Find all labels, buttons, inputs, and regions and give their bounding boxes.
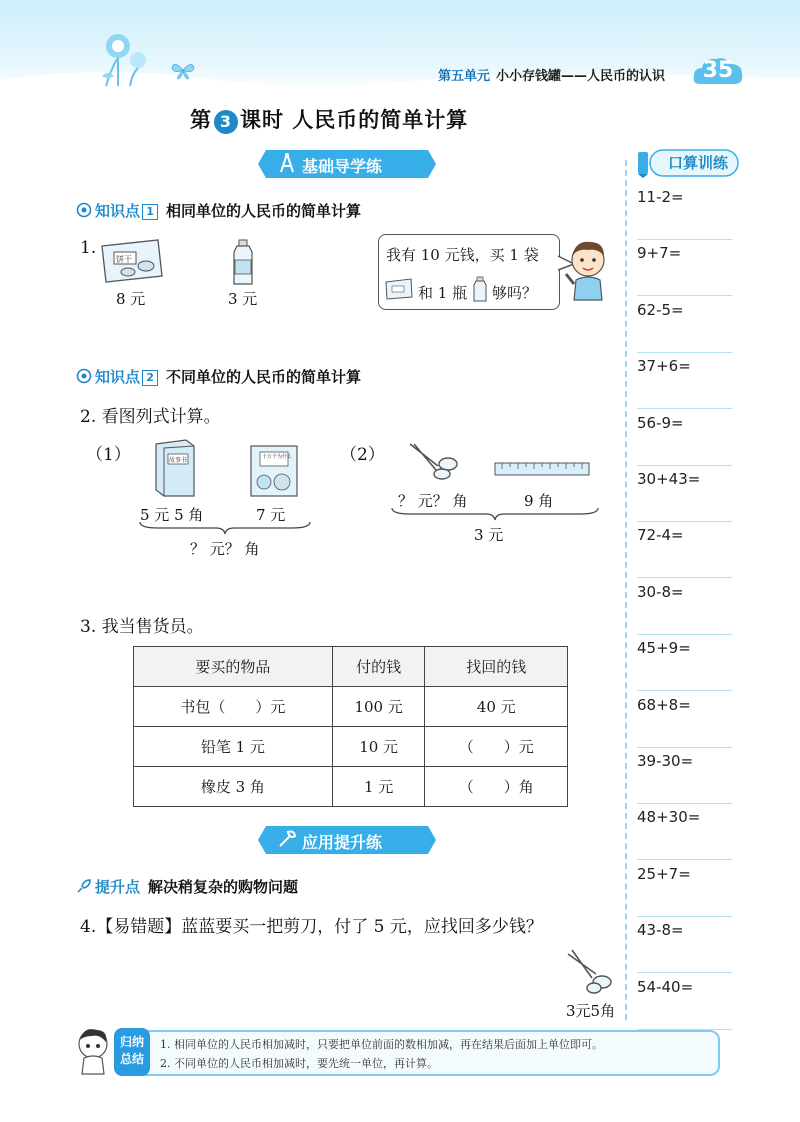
book2-title: 十万个为什么 — [262, 454, 293, 460]
mascot-icon — [72, 1026, 114, 1076]
science-book-icon — [248, 444, 300, 498]
oral-item: 30-8= — [637, 579, 732, 635]
rocket-icon — [76, 878, 92, 894]
book1-price: 5 元 5 角 — [140, 506, 204, 524]
lesson-title — [190, 104, 468, 134]
question-3-stem: 3. 我当售货员。 — [80, 617, 204, 637]
scissors-icon — [566, 948, 616, 996]
mini-biscuit-icon — [384, 278, 414, 300]
banner-text: 基础导学练 — [302, 157, 383, 176]
target-icon — [76, 368, 92, 384]
table-cell: 铅笔 1 元 — [134, 727, 333, 767]
oral-item: 45+9= — [637, 635, 732, 691]
part-2-brace — [390, 506, 600, 522]
oral-item: 68+8= — [637, 692, 732, 748]
table-row — [134, 767, 568, 807]
table-cell: 40 元 — [425, 687, 568, 727]
scissors-price: ？ 元？ 角 — [398, 492, 468, 510]
banner-text: 应用提升练 — [302, 833, 383, 852]
bubble-line-2-end: 够吗？ — [492, 284, 538, 302]
summary-tag-line-2: 总结 — [119, 1052, 144, 1066]
apply-practice-banner — [258, 826, 436, 854]
knowledge-point-2 — [76, 366, 361, 387]
oral-item: 30+43= — [637, 466, 732, 522]
table-row — [134, 687, 568, 727]
scissors-icon — [408, 442, 460, 480]
kp-number: 1 — [142, 204, 158, 220]
ruler-icon — [494, 462, 590, 476]
basic-practice-banner — [258, 150, 436, 178]
oral-item: 72-4= — [637, 522, 732, 578]
question-4-tag: 4.【易错题】 — [80, 917, 182, 937]
table-cell: 1 元 — [332, 767, 425, 807]
lesson-number-badge: 3 — [214, 110, 238, 134]
kp-text: 解决稍复杂的购物问题 — [148, 878, 299, 896]
question-2-part-2-label: （2） — [340, 445, 385, 465]
kp-tag: 提升点 — [95, 878, 141, 896]
table-cell: 书包（ ）元 — [134, 687, 333, 727]
oral-item: 56-9= — [637, 410, 732, 466]
oral-item: 43-8= — [637, 917, 732, 973]
oral-item: 48+30= — [637, 804, 732, 860]
book1-title: 故事书 — [169, 457, 188, 464]
story-book-icon — [152, 438, 198, 498]
oral-item: 11-2= — [637, 184, 732, 240]
butterfly-icon — [170, 60, 196, 80]
summary-tag-line-1: 归纳 — [119, 1035, 144, 1049]
oral-item: 9+7= — [637, 240, 732, 296]
summary-line-2: 2. 不同单位的人民币相加减时，要先统一单位，再计算。 — [160, 1057, 438, 1070]
kp-tag: 知识点 — [95, 368, 141, 386]
flower-decoration-icon — [96, 30, 156, 88]
bubble-line-2: 和 1 瓶 — [418, 284, 468, 302]
improvement-point — [76, 876, 298, 897]
q4-scissors-price: 3元5角 — [566, 1002, 616, 1020]
compass-icon — [276, 152, 298, 174]
mini-bottle-icon — [472, 276, 488, 302]
unit-title: 小小存钱罐——人民币的认识 — [496, 69, 666, 84]
wrench-icon — [276, 828, 298, 850]
table-header-row — [134, 647, 568, 687]
kp-text: 相同单位的人民币的简单计算 — [166, 202, 362, 220]
table-cell: 100 元 — [332, 687, 425, 727]
unit-label — [438, 65, 665, 84]
question-2-stem: 2. 看图列式计算。 — [80, 407, 221, 427]
part-2-total: 3 元 — [474, 526, 504, 544]
question-4 — [80, 912, 543, 937]
title-prefix: 第 — [190, 108, 212, 132]
page-number: 35 — [702, 58, 734, 83]
question-1-number: 1. — [80, 238, 97, 258]
table-row — [134, 727, 568, 767]
oral-item: 37+6= — [637, 353, 732, 409]
biscuit-label: 饼干 — [116, 255, 132, 264]
boy-character-icon — [562, 238, 612, 302]
book2-price: 7 元 — [256, 506, 286, 524]
table-cell: 橡皮 3 角 — [134, 767, 333, 807]
summary-tag — [114, 1028, 150, 1076]
part-1-brace — [138, 520, 312, 536]
kp-tag: 知识点 — [95, 202, 141, 220]
bottle-icon — [228, 238, 258, 286]
table-header: 要买的物品 — [134, 647, 333, 687]
oral-item: 25+7= — [637, 861, 732, 917]
table-header: 付的钱 — [332, 647, 425, 687]
oral-item: 62-5= — [637, 297, 732, 353]
knowledge-point-1 — [76, 200, 361, 221]
oral-column-divider — [625, 160, 627, 1020]
oral-training-title: 口算训练 — [668, 154, 729, 172]
question-4-text: 蓝蓝要买一把剪刀，付了 5 元，应找回多少钱？ — [181, 917, 543, 937]
sales-table — [133, 646, 568, 807]
kp-text: 不同单位的人民币的简单计算 — [166, 368, 362, 386]
title-suffix: 课时 人民币的简单计算 — [240, 108, 469, 132]
biscuit-price: 8 元 — [116, 290, 146, 308]
bottle-price: 3 元 — [228, 290, 258, 308]
table-cell: （ ）角 — [425, 767, 568, 807]
summary-line-1: 1. 相同单位的人民币相加减时，只要把单位前面的数相加减，再在结果后面加上单位即可。 — [160, 1038, 603, 1051]
oral-item: 39-30= — [637, 748, 732, 804]
target-icon — [76, 202, 92, 218]
unit-number: 第五单元 — [438, 69, 491, 84]
table-cell: 10 元 — [332, 727, 425, 767]
ruler-price: 9 角 — [524, 492, 554, 510]
oral-item: 54-40= — [637, 974, 732, 1030]
kp-number: 2 — [142, 370, 158, 386]
question-2-part-1-label: （1） — [86, 445, 131, 465]
biscuit-bag-icon — [98, 238, 164, 284]
bubble-line-1: 我有 10 元钱，买 1 袋 — [386, 246, 539, 264]
part-1-total: ？ 元？ 角 — [190, 540, 260, 558]
table-header: 找回的钱 — [425, 647, 568, 687]
table-cell: （ ）元 — [425, 727, 568, 767]
